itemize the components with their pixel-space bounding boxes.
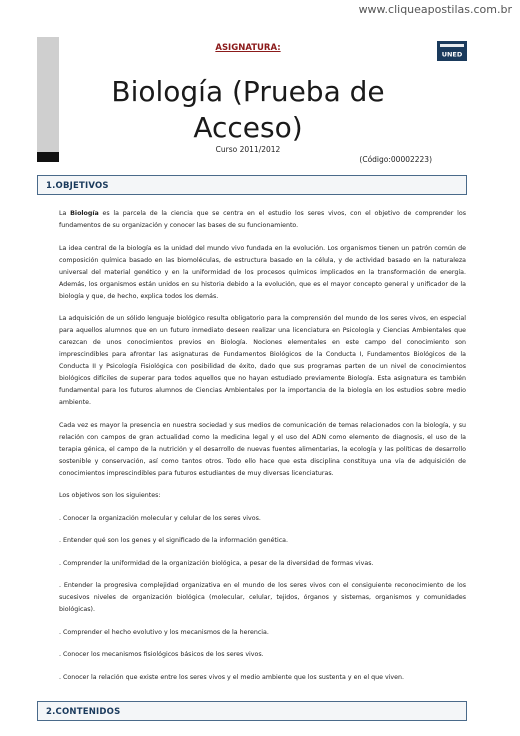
title-line-2: Acceso) <box>193 111 303 144</box>
section-objetivos-header <box>37 175 467 195</box>
objective-item: . Entender qué son los genes y el significado de la información genética. <box>59 537 289 544</box>
section-contenidos-title: 2.CONTENIDOS <box>46 707 121 717</box>
objective-item: . Entender la progresiva complejidad organizativa en el mundo de los seres vivos con el consiguiente reconocimiento de los sucesivos niveles de organización biológica (molecular, celular, tejidos, órganos y sistemas, organismos y comunidades biológicas). <box>59 582 466 613</box>
document-title <box>100 74 396 146</box>
watermark-url: www.cliqueapostilas.com.br <box>358 3 512 16</box>
side-black-bar <box>37 152 59 162</box>
objective-item: . Comprender el hecho evolutivo y los mecanismos de la herencia. <box>59 628 269 636</box>
paragraph-lenguaje: La adquisición de un sólido lenguaje biológico resulta obligatorio para la comprensión del mundo de los seres vivos, en especial para aquellos alumnos que en un futuro inmediato deseen realizar una licenciatura en Psicología y Ciencias Ambientales que carezcan de unos conocimientos previos en Biología. Nociones elementales en este campo del conocimiento son imprescindibles para afrontar las asignaturas de Fundamentos Biológicos de la Conducta I, Fundamentos Biológicos de la Conducta II y Psicología Fisiológica con posibilidad de éxito, dado que sus programas parten de un nivel de conocimientos biológicos difíciles de superar para todos aquellos que no hayan estudiado previamente Biología. Esta asignatura es también fundamental para los futuros alumnos de Ciencias Ambientales por la importancia de la biología en los estudios sobre medio ambiente. <box>59 315 466 406</box>
paragraph-sociedad: Cada vez es mayor la presencia en nuestra sociedad y sus medios de comunicación de temas relacionados con la biología, y su relación con campos de gran actualidad como la medicina legal y el uso del ADN como elemento de diagnosis, el uso de la terapia génica, el campo de la nutrición y el desarrollo de nuevas fuentes alimentarias, la ecología y las políticas de desarrollo sostenible y conservación, así como tantos otros. Todo ello hace que esta disciplina constituya una vía de adquisición de conocimientos imprescindibles para futuros estudiantes de muy diversas licenciaturas. <box>59 421 466 477</box>
uned-logo <box>437 41 467 61</box>
objetivos-body <box>59 208 466 684</box>
side-gray-bar <box>37 37 59 152</box>
title-line-1: Biología (Prueba de <box>111 75 385 108</box>
uned-logo-text: UNED <box>441 50 463 59</box>
section-objetivos-title: 1.OBJETIVOS <box>46 181 109 191</box>
asignatura-label: ASIGNATURA: <box>215 43 281 53</box>
section-contenidos-header <box>37 701 467 721</box>
course-code: (Código:00002223) <box>359 155 432 164</box>
course-year: Curso 2011/2012 <box>215 145 281 154</box>
paragraph-objetivos-intro: Los objetivos son los siguientes: <box>59 492 161 499</box>
objective-item: . Comprender la uniformidad de la organización biológica, a pesar de la diversidad de formas vivas. <box>59 559 374 567</box>
objective-item: . Conocer la organización molecular y celular de los seres vivos. <box>59 514 261 522</box>
paragraph-intro: La Biología es la parcela de la ciencia que se centra en el estudio los seres vivos, con el objetivo de comprender los fundamentos de su organización y conocer las bases de su funcionamiento. <box>59 210 466 229</box>
objective-item: . Conocer la relación que existe entre los seres vivos y el medio ambiente que los sustenta y en el que viven. <box>59 673 405 681</box>
paragraph-idea-central: La idea central de la biología es la unidad del mundo vivo fundada en la evolución. Los organismos tienen un patrón común de composición química basado en las biomoléculas, de estructura basado en la célula, y de actividad basado en la naturaleza universal del material genético y en la uniformidad de los procesos químicos implicados en la transformación de energía. Además, los organismos están unidos en su historia debido a la evolución, que es el mayor concepto general y unificador de la biología y que, de hecho, explica todos los demás. <box>59 244 466 300</box>
objective-item: . Conocer los mecanismos fisiológicos básicos de los seres vivos. <box>59 651 264 658</box>
term-biologia: Biología <box>70 210 99 217</box>
